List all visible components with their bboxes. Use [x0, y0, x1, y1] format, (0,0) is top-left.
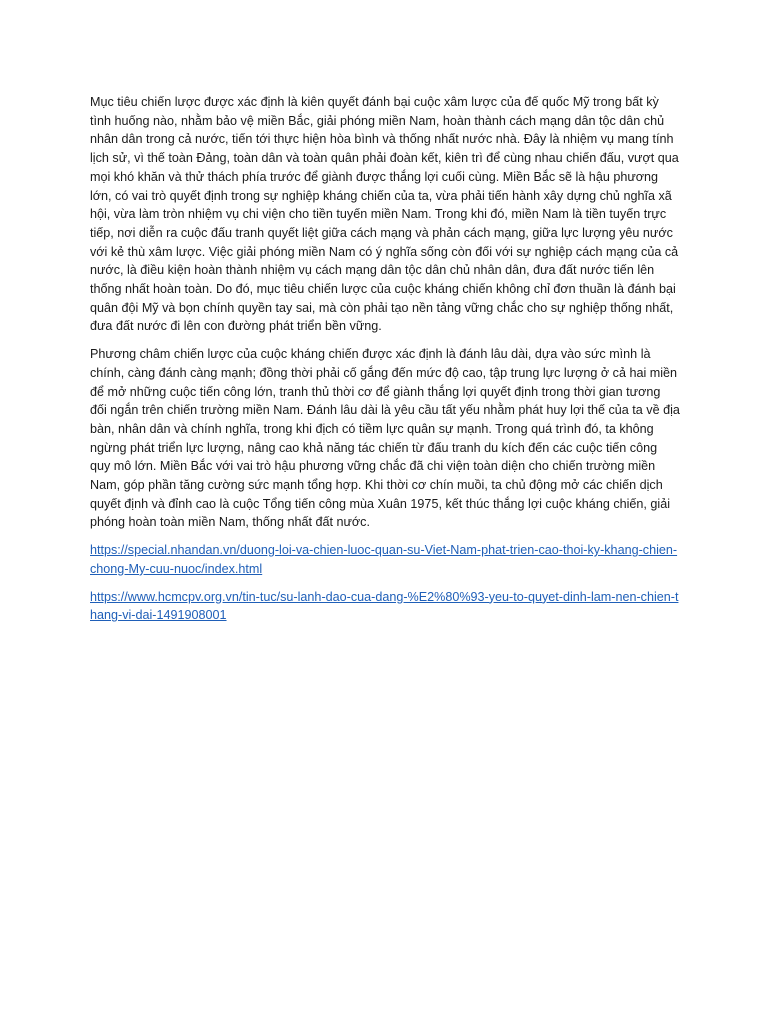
reference-1	[90, 541, 680, 578]
reference-link-nhandan[interactable]: https://special.nhandan.vn/duong-loi-va-chien-luoc-quan-su-Viet-Nam-phat-trien-cao-thoi-ky-khang-chien-chong-My-cuu-nuoc/index.html	[90, 543, 678, 576]
document-body	[90, 93, 680, 634]
paragraph-strategic-policy: Phương châm chiến lược của cuộc kháng chiến được xác định là đánh lâu dài, dựa vào sức mình là chính, càng đánh càng mạnh; đồng thời phải cố gắng đến mức độ cao, tập trung lực lượng ở cả hai miền để mở những cuộc tiến công lớn, tranh thủ thời cơ để giành thắng lợi quyết định trong thời gian tương đối ngắn trên chiến trường miền Nam. Đánh lâu dài là yêu cầu tất yếu nhằm phát huy lợi thế của ta về địa bàn, nhân dân và chính nghĩa, trong khi địch có tiềm lực quân sự mạnh. Trong quá trình đó, ta không ngừng phát triển lực lượng, nâng cao khả năng tác chiến từ đấu tranh du kích đến các cuộc tiến công quy mô lớn. Miền Bắc với vai trò hậu phương vững chắc đã chi viện toàn diện cho chiến trường miền Nam, góp phần tăng cường sức mạnh tổng hợp. Khi thời cơ chín muồi, ta chủ động mở các chiến dịch quyết định và đỉnh cao là cuộc Tổng tiến công mùa Xuân 1975, kết thúc thắng lợi cuộc kháng chiến, giải phóng hoàn toàn miền Nam, thống nhất đất nước.	[90, 347, 680, 530]
reference-link-hcmcpv[interactable]: https://www.hcmcpv.org.vn/tin-tuc/su-lanh-dao-cua-dang-%E2%80%93-yeu-to-quyet-dinh-lam-nen-chien-thang-vi-dai-1491908001	[90, 589, 679, 623]
paragraph-strategic-goal: Mục tiêu chiến lược được xác định là kiên quyết đánh bại cuộc xâm lược của đế quốc Mỹ trong bất kỳ tình huống nào, nhằm bảo vệ miền Bắc, giải phóng miền Nam, hoàn thành cách mạng dân tộc dân chủ nhân dân trong cả nước, tiến tới thực hiện hòa bình và thống nhất nước nhà. Đây là nhiệm vụ mang tính lịch sử, vì thế toàn Đảng, toàn dân và toàn quân phải đoàn kết, kiên trì để cùng nhau chiến đấu, vượt qua mọi khó khăn và thử thách phía trước để giành được thắng lợi cuối cùng. Miền Bắc sẽ là hậu phương lớn, có vai trò quyết định trong sự nghiệp kháng chiến của ta, vừa phải tiến hành xây dựng chủ nghĩa xã hội, vừa làm tròn nhiệm vụ chi viện cho tiền tuyến miền Nam. Trong khi đó, miền Nam là tiền tuyến trực tiếp, nơi diễn ra cuộc đấu tranh quyết liệt giữa cách mạng và phản cách mạng, giữa lực lượng yêu nước với kẻ thù xâm lược. Việc giải phóng miền Nam có ý nghĩa sống còn đối với sự nghiệp cách mạng của cả nước, là điều kiện hoàn thành nhiệm vụ cách mạng dân tộc dân chủ nhân dân, đưa đất nước tiến lên thống nhất hoàn toàn. Do đó, mục tiêu chiến lược của cuộc kháng chiến không chỉ đơn thuần là đánh bại quân đội Mỹ và bọn chính quyền tay sai, mà còn phải tạo nền tảng vững chắc cho sự nghiệp thống nhất, đưa đất nước đi lên con đường phát triển bền vững.	[90, 95, 679, 334]
reference-2	[90, 588, 680, 625]
